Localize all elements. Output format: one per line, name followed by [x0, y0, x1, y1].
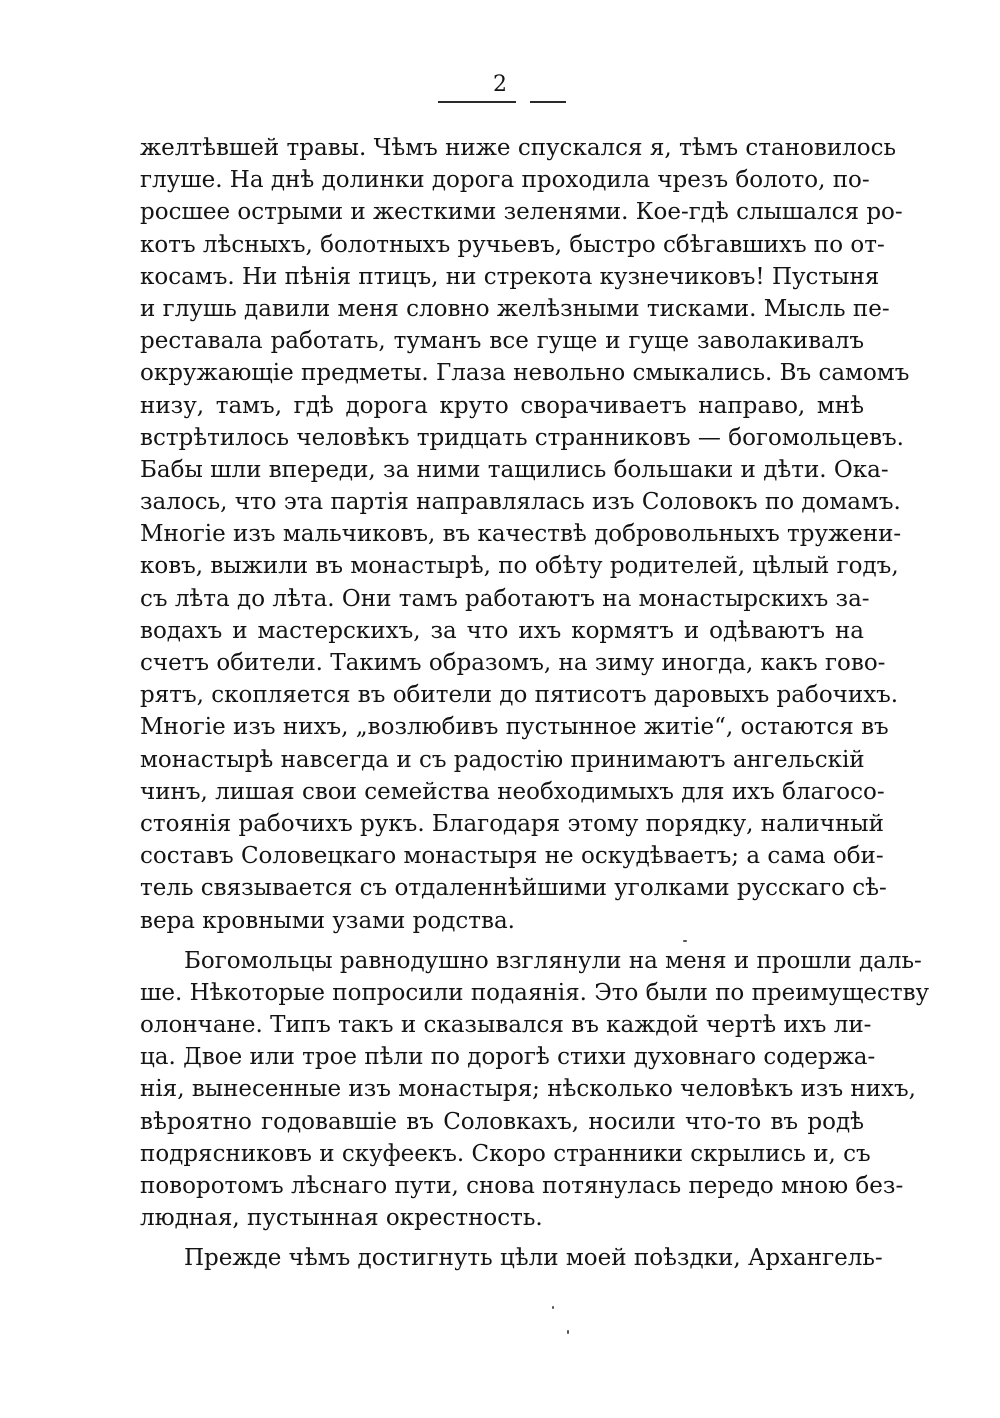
- text-line: счетъ обители. Такимъ образомъ, на зиму иногда, какъ гово-: [140, 650, 886, 676]
- text-line: Многіе изъ мальчиковъ, въ качествѣ добровольныхъ тружени-: [140, 521, 902, 548]
- text-line: съ лѣта до лѣта. Они тамъ работаютъ на монастырскихъ за-: [140, 585, 870, 612]
- text-line: подрясниковъ и скуфеекъ. Скоро странники скрылись и, съ: [140, 1140, 871, 1167]
- text-line: низу, тамъ, гдѣ дорога круто сворачиваетъ направо, мнѣ: [140, 392, 864, 419]
- paragraph: [140, 945, 930, 1235]
- print-speck: [567, 1330, 569, 1334]
- text-line: ше. Нѣкоторые попросили подаянія. Это были по преимуществу: [140, 979, 930, 1006]
- text-line: котъ лѣсныхъ, болотныхъ ручьевъ, быстро сбѣгавшихъ по от-: [140, 231, 885, 258]
- text-line: ца. Двое или трое пѣли по дорогѣ стихи духовнаго содержа-: [140, 1044, 876, 1071]
- text-line: Прежде чѣмъ достигнуть цѣли моей поѣздки, Архангель-: [184, 1245, 883, 1272]
- text-line: и глушь давили меня словно желѣзными тисками. Мысль пе-: [140, 295, 890, 322]
- text-line: Бабы шли впереди, за ними тащились большаки и дѣти. Ока-: [140, 456, 889, 483]
- print-speck: [552, 1306, 554, 1309]
- text-line: окружающіе предметы. Глаза невольно смыкались. Въ самомъ: [140, 360, 910, 387]
- body-text: [140, 132, 930, 1275]
- header-rule-left: [438, 101, 516, 103]
- paragraph: [140, 1242, 883, 1274]
- text-line: желтѣвшей травы. Чѣмъ ниже спускался я, тѣмъ становилось: [140, 135, 897, 161]
- text-line: монастырѣ навсегда и съ радостію принимаютъ ангельскій: [140, 746, 865, 773]
- text-line: составъ Соловецкаго монастыря не оскудѣваетъ; а сама оби-: [140, 843, 884, 870]
- text-line: косамъ. Ни пѣнія птицъ, ни стрекота кузнечиковъ! Пустыня: [140, 263, 880, 290]
- text-line: залось, что эта партія направлялась изъ Соловокъ по домамъ.: [140, 489, 901, 516]
- text-line: чинъ, лишая свои семейства необходимыхъ для ихъ благосо-: [140, 778, 885, 805]
- text-line: глуше. На днѣ долинки дорога проходила чрезъ болото, по-: [140, 167, 870, 194]
- text-line: вера кровными узами родства.: [140, 907, 515, 934]
- text-line: олончане. Типъ такъ и сказывался въ каждой чертѣ ихъ ли-: [140, 1012, 872, 1039]
- paragraph: [140, 132, 910, 937]
- header-rule-right: [530, 101, 566, 103]
- text-line: рятъ, скопляется въ обители до пятисотъ даровыхъ рабочихъ.: [140, 682, 899, 709]
- text-line: нія, вынесенные изъ монастыря; нѣсколько человѣкъ изъ нихъ,: [140, 1076, 916, 1103]
- text-line: Богомольцы равнодушно взглянули на меня и прошли даль-: [184, 947, 922, 974]
- text-line: людная, пустынная окрестность.: [140, 1205, 543, 1232]
- page-number: 2: [493, 72, 507, 97]
- text-line: водахъ и мастерскихъ, за что ихъ кормятъ и одѣваютъ на: [140, 617, 864, 644]
- text-line: стоянія рабочихъ рукъ. Благодаря этому порядку, наличный: [140, 810, 884, 837]
- text-line: Многіе изъ нихъ, „возлюбивъ пустынное житіе“, остаются въ: [140, 714, 889, 741]
- text-line: вѣроятно годовавшіе въ Соловкахъ, носили что-то въ родѣ: [140, 1108, 864, 1135]
- text-line: тель связывается съ отдаленнѣйшими уголками русскаго сѣ-: [140, 875, 887, 902]
- text-line: реставала работать, туманъ все гуще и гуще заволакивалъ: [140, 328, 864, 355]
- print-speck: [683, 940, 687, 942]
- text-line: ковъ, выжили въ монастырѣ, по обѣту родителей, цѣлый годъ,: [140, 553, 899, 580]
- text-line: встрѣтилось человѣкъ тридцать странниковъ — богомольцевъ.: [140, 424, 904, 451]
- text-line: росшее острыми и жесткими зеленями. Кое-гдѣ слышался ро-: [140, 199, 903, 226]
- text-line: поворотомъ лѣснаго пути, снова потянулась передо мною без-: [140, 1173, 904, 1199]
